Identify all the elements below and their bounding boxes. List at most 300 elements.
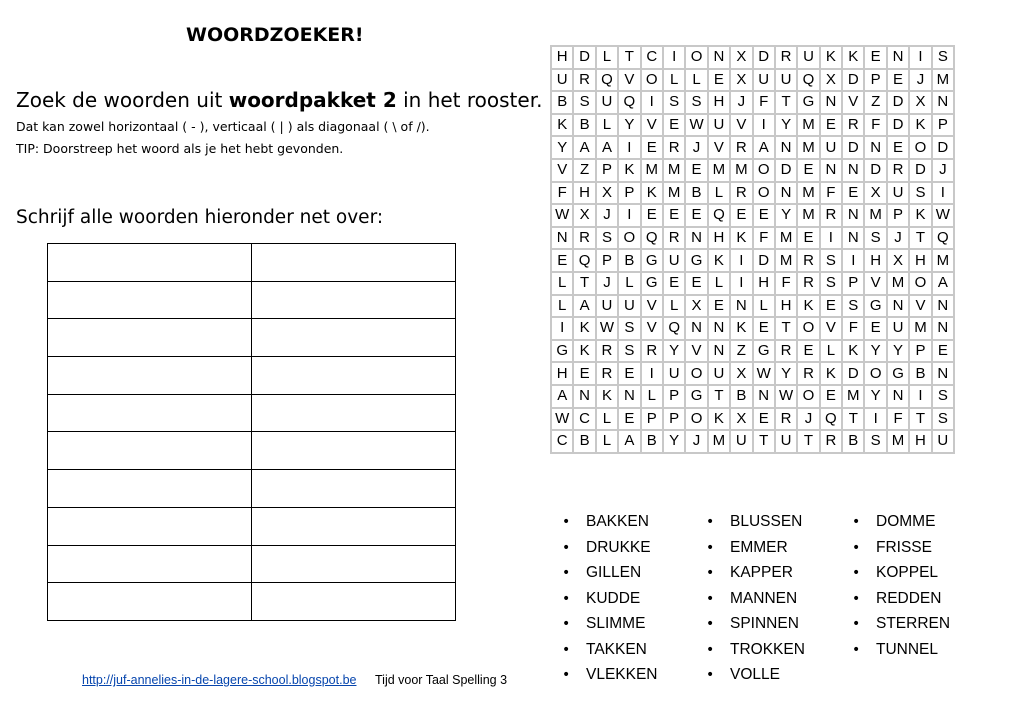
grid-cell[interactable]: O [864,362,886,385]
grid-cell[interactable]: O [909,272,931,295]
grid-cell[interactable]: S [685,91,707,114]
grid-cell[interactable]: N [932,362,954,385]
grid-cell[interactable]: N [932,317,954,340]
grid-cell[interactable]: O [618,227,640,250]
grid-cell[interactable]: F [753,227,775,250]
grid-cell[interactable]: V [618,69,640,92]
grid-cell[interactable]: F [842,317,864,340]
blog-link[interactable]: http://juf-annelies-in-de-lagere-school.blogspot.be [82,673,357,687]
grid-cell[interactable]: Q [820,408,842,431]
grid-cell[interactable]: Z [864,91,886,114]
grid-cell[interactable]: I [932,182,954,205]
grid-cell[interactable]: W [685,114,707,137]
grid-cell[interactable]: E [663,204,685,227]
grid-cell[interactable]: K [618,159,640,182]
answer-cell[interactable] [252,470,456,508]
grid-cell[interactable]: A [753,136,775,159]
answer-cell[interactable] [48,432,252,470]
grid-cell[interactable]: N [842,204,864,227]
grid-cell[interactable]: O [641,69,663,92]
grid-cell[interactable]: R [596,340,618,363]
grid-cell[interactable]: M [708,430,730,453]
answer-cell[interactable] [252,507,456,545]
grid-cell[interactable]: T [842,408,864,431]
grid-cell[interactable]: E [932,340,954,363]
grid-cell[interactable]: S [820,272,842,295]
grid-cell[interactable]: N [551,227,573,250]
grid-cell[interactable]: C [573,408,595,431]
grid-cell[interactable]: G [887,362,909,385]
grid-cell[interactable]: N [842,227,864,250]
grid-cell[interactable]: Y [775,204,797,227]
grid-cell[interactable]: W [551,408,573,431]
answer-cell[interactable] [48,319,252,357]
grid-cell[interactable]: D [753,46,775,69]
answer-cell[interactable] [48,507,252,545]
grid-cell[interactable]: G [864,295,886,318]
grid-cell[interactable]: F [864,114,886,137]
grid-cell[interactable]: E [663,114,685,137]
grid-cell[interactable]: D [887,114,909,137]
grid-cell[interactable]: P [864,69,886,92]
grid-cell[interactable]: S [864,227,886,250]
grid-cell[interactable]: N [887,295,909,318]
grid-cell[interactable]: Q [797,69,819,92]
grid-cell[interactable]: D [932,136,954,159]
grid-cell[interactable]: N [820,91,842,114]
grid-cell[interactable]: I [730,249,752,272]
grid-cell[interactable]: X [909,91,931,114]
grid-cell[interactable]: M [864,204,886,227]
grid-cell[interactable]: H [708,227,730,250]
grid-cell[interactable]: G [797,91,819,114]
grid-cell[interactable]: P [596,159,618,182]
grid-cell[interactable]: S [573,91,595,114]
grid-cell[interactable]: U [596,295,618,318]
grid-cell[interactable]: D [775,159,797,182]
grid-cell[interactable]: E [842,182,864,205]
grid-cell[interactable]: K [842,340,864,363]
grid-cell[interactable]: E [641,136,663,159]
grid-cell[interactable]: W [551,204,573,227]
grid-cell[interactable]: N [932,295,954,318]
grid-cell[interactable]: U [775,69,797,92]
grid-cell[interactable]: M [775,227,797,250]
grid-cell[interactable]: X [887,249,909,272]
grid-cell[interactable]: U [663,362,685,385]
grid-cell[interactable]: E [618,362,640,385]
grid-cell[interactable]: P [596,249,618,272]
grid-cell[interactable]: X [730,69,752,92]
grid-cell[interactable]: L [708,272,730,295]
grid-cell[interactable]: P [618,182,640,205]
grid-cell[interactable]: V [641,317,663,340]
grid-cell[interactable]: U [753,69,775,92]
answer-cell[interactable] [48,357,252,395]
grid-cell[interactable]: A [573,136,595,159]
grid-cell[interactable]: R [797,362,819,385]
grid-cell[interactable]: I [820,227,842,250]
answer-cell[interactable] [48,583,252,621]
grid-cell[interactable]: L [685,69,707,92]
grid-cell[interactable]: Q [663,317,685,340]
grid-cell[interactable]: U [887,317,909,340]
grid-cell[interactable]: C [551,430,573,453]
grid-cell[interactable]: N [820,159,842,182]
grid-cell[interactable]: I [909,385,931,408]
grid-cell[interactable]: M [932,69,954,92]
answer-cell[interactable] [252,394,456,432]
grid-cell[interactable]: E [685,204,707,227]
grid-cell[interactable]: Y [663,430,685,453]
grid-cell[interactable]: E [864,46,886,69]
grid-cell[interactable]: P [663,385,685,408]
grid-cell[interactable]: S [842,295,864,318]
grid-cell[interactable]: O [685,362,707,385]
grid-cell[interactable]: L [708,182,730,205]
grid-cell[interactable]: M [887,272,909,295]
grid-cell[interactable]: E [551,249,573,272]
grid-cell[interactable]: E [753,408,775,431]
grid-cell[interactable]: P [909,340,931,363]
grid-cell[interactable]: M [797,182,819,205]
grid-cell[interactable]: V [864,272,886,295]
answer-cell[interactable] [252,244,456,282]
grid-cell[interactable]: U [887,182,909,205]
grid-cell[interactable]: V [909,295,931,318]
grid-cell[interactable]: G [685,385,707,408]
grid-cell[interactable]: H [864,249,886,272]
grid-cell[interactable]: K [573,317,595,340]
grid-cell[interactable]: S [932,385,954,408]
grid-cell[interactable]: E [753,317,775,340]
grid-cell[interactable]: K [820,46,842,69]
grid-cell[interactable]: E [820,114,842,137]
grid-cell[interactable]: I [618,136,640,159]
grid-cell[interactable]: S [596,227,618,250]
grid-cell[interactable]: H [551,362,573,385]
grid-cell[interactable]: R [842,114,864,137]
grid-cell[interactable]: M [909,317,931,340]
grid-cell[interactable]: D [842,362,864,385]
grid-cell[interactable]: V [685,340,707,363]
grid-cell[interactable]: P [887,204,909,227]
grid-cell[interactable]: K [708,408,730,431]
answer-cell[interactable] [252,281,456,319]
grid-cell[interactable]: F [551,182,573,205]
grid-cell[interactable]: J [797,408,819,431]
grid-cell[interactable]: U [730,430,752,453]
grid-cell[interactable]: Y [864,385,886,408]
grid-cell[interactable]: H [551,46,573,69]
grid-cell[interactable]: Q [596,69,618,92]
grid-cell[interactable]: I [618,204,640,227]
grid-cell[interactable]: I [551,317,573,340]
grid-cell[interactable]: O [685,408,707,431]
grid-cell[interactable]: M [708,159,730,182]
answer-cell[interactable] [252,583,456,621]
grid-cell[interactable]: S [932,408,954,431]
grid-cell[interactable]: V [842,91,864,114]
grid-cell[interactable]: A [596,136,618,159]
grid-cell[interactable]: I [864,408,886,431]
grid-cell[interactable]: A [618,430,640,453]
grid-cell[interactable]: V [551,159,573,182]
grid-cell[interactable]: X [685,295,707,318]
grid-cell[interactable]: T [775,317,797,340]
grid-cell[interactable]: L [551,272,573,295]
grid-cell[interactable]: V [708,136,730,159]
grid-cell[interactable]: W [932,204,954,227]
grid-cell[interactable]: R [730,136,752,159]
grid-cell[interactable]: L [618,272,640,295]
grid-cell[interactable]: R [775,408,797,431]
grid-cell[interactable]: Y [551,136,573,159]
grid-cell[interactable]: E [685,272,707,295]
grid-cell[interactable]: K [551,114,573,137]
grid-cell[interactable]: I [842,249,864,272]
grid-cell[interactable]: N [842,159,864,182]
grid-cell[interactable]: V [820,317,842,340]
grid-cell[interactable]: D [753,249,775,272]
answer-cell[interactable] [252,357,456,395]
grid-cell[interactable]: W [596,317,618,340]
grid-cell[interactable]: M [797,136,819,159]
grid-cell[interactable]: F [775,272,797,295]
grid-cell[interactable]: R [775,340,797,363]
grid-cell[interactable]: E [685,159,707,182]
grid-cell[interactable]: Q [641,227,663,250]
grid-cell[interactable]: E [797,159,819,182]
grid-cell[interactable]: Z [573,159,595,182]
grid-cell[interactable]: Y [618,114,640,137]
answer-cell[interactable] [48,470,252,508]
grid-cell[interactable]: J [887,227,909,250]
grid-cell[interactable]: M [932,249,954,272]
grid-cell[interactable]: K [909,204,931,227]
grid-cell[interactable]: N [775,182,797,205]
grid-cell[interactable]: L [663,69,685,92]
grid-cell[interactable]: U [663,249,685,272]
grid-cell[interactable]: A [932,272,954,295]
grid-cell[interactable]: F [753,91,775,114]
grid-cell[interactable]: N [864,136,886,159]
grid-cell[interactable]: M [797,114,819,137]
grid-cell[interactable]: M [663,159,685,182]
grid-cell[interactable]: J [909,69,931,92]
grid-cell[interactable]: M [730,159,752,182]
grid-cell[interactable]: Y [775,114,797,137]
answer-cell[interactable] [252,432,456,470]
grid-cell[interactable]: K [820,362,842,385]
grid-cell[interactable]: N [887,385,909,408]
grid-cell[interactable]: E [641,204,663,227]
grid-cell[interactable]: H [909,430,931,453]
grid-cell[interactable]: U [618,295,640,318]
grid-cell[interactable]: J [730,91,752,114]
grid-cell[interactable]: L [596,114,618,137]
grid-cell[interactable]: X [573,204,595,227]
grid-cell[interactable]: D [842,136,864,159]
grid-cell[interactable]: G [753,340,775,363]
grid-cell[interactable]: L [663,295,685,318]
grid-cell[interactable]: L [596,430,618,453]
grid-cell[interactable]: T [573,272,595,295]
grid-cell[interactable]: S [864,430,886,453]
grid-cell[interactable]: O [909,136,931,159]
grid-cell[interactable]: B [618,249,640,272]
grid-cell[interactable]: N [753,385,775,408]
grid-cell[interactable]: I [909,46,931,69]
grid-cell[interactable]: M [775,249,797,272]
grid-cell[interactable]: L [596,46,618,69]
grid-cell[interactable]: R [573,69,595,92]
grid-cell[interactable]: N [932,91,954,114]
grid-cell[interactable]: G [641,272,663,295]
grid-cell[interactable]: F [820,182,842,205]
grid-cell[interactable]: X [820,69,842,92]
grid-cell[interactable]: T [797,430,819,453]
grid-cell[interactable]: S [932,46,954,69]
grid-cell[interactable]: S [618,340,640,363]
grid-cell[interactable]: Q [618,91,640,114]
grid-cell[interactable]: I [641,91,663,114]
grid-cell[interactable]: I [641,362,663,385]
grid-cell[interactable]: R [663,136,685,159]
grid-cell[interactable]: E [864,317,886,340]
grid-cell[interactable]: E [797,340,819,363]
grid-cell[interactable]: N [685,317,707,340]
grid-cell[interactable]: R [887,159,909,182]
grid-cell[interactable]: R [730,182,752,205]
grid-cell[interactable]: R [775,46,797,69]
grid-cell[interactable]: O [685,46,707,69]
grid-cell[interactable]: T [775,91,797,114]
grid-cell[interactable]: E [820,385,842,408]
answer-cell[interactable] [252,319,456,357]
grid-cell[interactable]: E [753,204,775,227]
grid-cell[interactable]: Y [775,362,797,385]
grid-cell[interactable]: U [708,114,730,137]
grid-cell[interactable]: Z [730,340,752,363]
grid-cell[interactable]: O [753,159,775,182]
grid-cell[interactable]: S [909,182,931,205]
grid-cell[interactable]: R [596,362,618,385]
grid-cell[interactable]: B [573,114,595,137]
grid-cell[interactable]: H [753,272,775,295]
grid-cell[interactable]: R [797,272,819,295]
grid-cell[interactable]: R [663,227,685,250]
grid-cell[interactable]: B [551,91,573,114]
grid-cell[interactable]: M [797,204,819,227]
grid-cell[interactable]: D [887,91,909,114]
grid-cell[interactable]: G [685,249,707,272]
grid-cell[interactable]: N [887,46,909,69]
grid-cell[interactable]: R [820,204,842,227]
grid-cell[interactable]: N [730,295,752,318]
grid-cell[interactable]: T [909,408,931,431]
grid-cell[interactable]: P [641,408,663,431]
grid-cell[interactable]: J [596,204,618,227]
grid-cell[interactable]: P [932,114,954,137]
answer-cell[interactable] [48,545,252,583]
grid-cell[interactable]: F [887,408,909,431]
grid-cell[interactable]: E [618,408,640,431]
grid-cell[interactable]: N [708,340,730,363]
grid-cell[interactable]: E [797,227,819,250]
grid-cell[interactable]: K [641,182,663,205]
grid-cell[interactable]: H [708,91,730,114]
grid-cell[interactable]: U [820,136,842,159]
grid-cell[interactable]: D [909,159,931,182]
grid-cell[interactable]: E [573,362,595,385]
grid-cell[interactable]: O [797,317,819,340]
grid-cell[interactable]: B [641,430,663,453]
answer-cell[interactable] [48,281,252,319]
grid-cell[interactable]: E [663,272,685,295]
grid-cell[interactable]: R [820,430,842,453]
grid-cell[interactable]: O [753,182,775,205]
grid-cell[interactable]: L [596,408,618,431]
grid-cell[interactable]: N [573,385,595,408]
grid-cell[interactable]: Y [887,340,909,363]
grid-cell[interactable]: Y [864,340,886,363]
grid-cell[interactable]: J [932,159,954,182]
grid-cell[interactable]: K [797,295,819,318]
grid-cell[interactable]: W [775,385,797,408]
grid-cell[interactable]: X [730,362,752,385]
grid-cell[interactable]: K [596,385,618,408]
grid-cell[interactable]: L [820,340,842,363]
grid-cell[interactable]: E [887,136,909,159]
grid-cell[interactable]: M [842,385,864,408]
grid-cell[interactable]: L [641,385,663,408]
grid-cell[interactable]: M [887,430,909,453]
grid-cell[interactable]: K [730,317,752,340]
grid-cell[interactable]: T [909,227,931,250]
grid-cell[interactable]: T [708,385,730,408]
grid-cell[interactable]: B [685,182,707,205]
grid-cell[interactable]: R [573,227,595,250]
grid-cell[interactable]: L [551,295,573,318]
grid-cell[interactable]: V [641,295,663,318]
grid-cell[interactable]: I [753,114,775,137]
answer-cell[interactable] [48,394,252,432]
grid-cell[interactable]: H [775,295,797,318]
grid-cell[interactable]: S [663,91,685,114]
grid-cell[interactable]: A [573,295,595,318]
grid-cell[interactable]: U [797,46,819,69]
grid-cell[interactable]: D [864,159,886,182]
grid-cell[interactable]: V [641,114,663,137]
grid-cell[interactable]: Y [663,340,685,363]
grid-cell[interactable]: U [596,91,618,114]
grid-cell[interactable]: U [932,430,954,453]
grid-cell[interactable]: W [753,362,775,385]
grid-cell[interactable]: O [797,385,819,408]
grid-cell[interactable]: M [641,159,663,182]
grid-cell[interactable]: R [797,249,819,272]
grid-cell[interactable]: S [618,317,640,340]
grid-cell[interactable]: L [753,295,775,318]
grid-cell[interactable]: N [708,317,730,340]
grid-cell[interactable]: E [708,295,730,318]
grid-cell[interactable]: E [887,69,909,92]
grid-cell[interactable]: D [573,46,595,69]
grid-cell[interactable]: D [842,69,864,92]
grid-cell[interactable]: M [663,182,685,205]
grid-cell[interactable]: H [573,182,595,205]
